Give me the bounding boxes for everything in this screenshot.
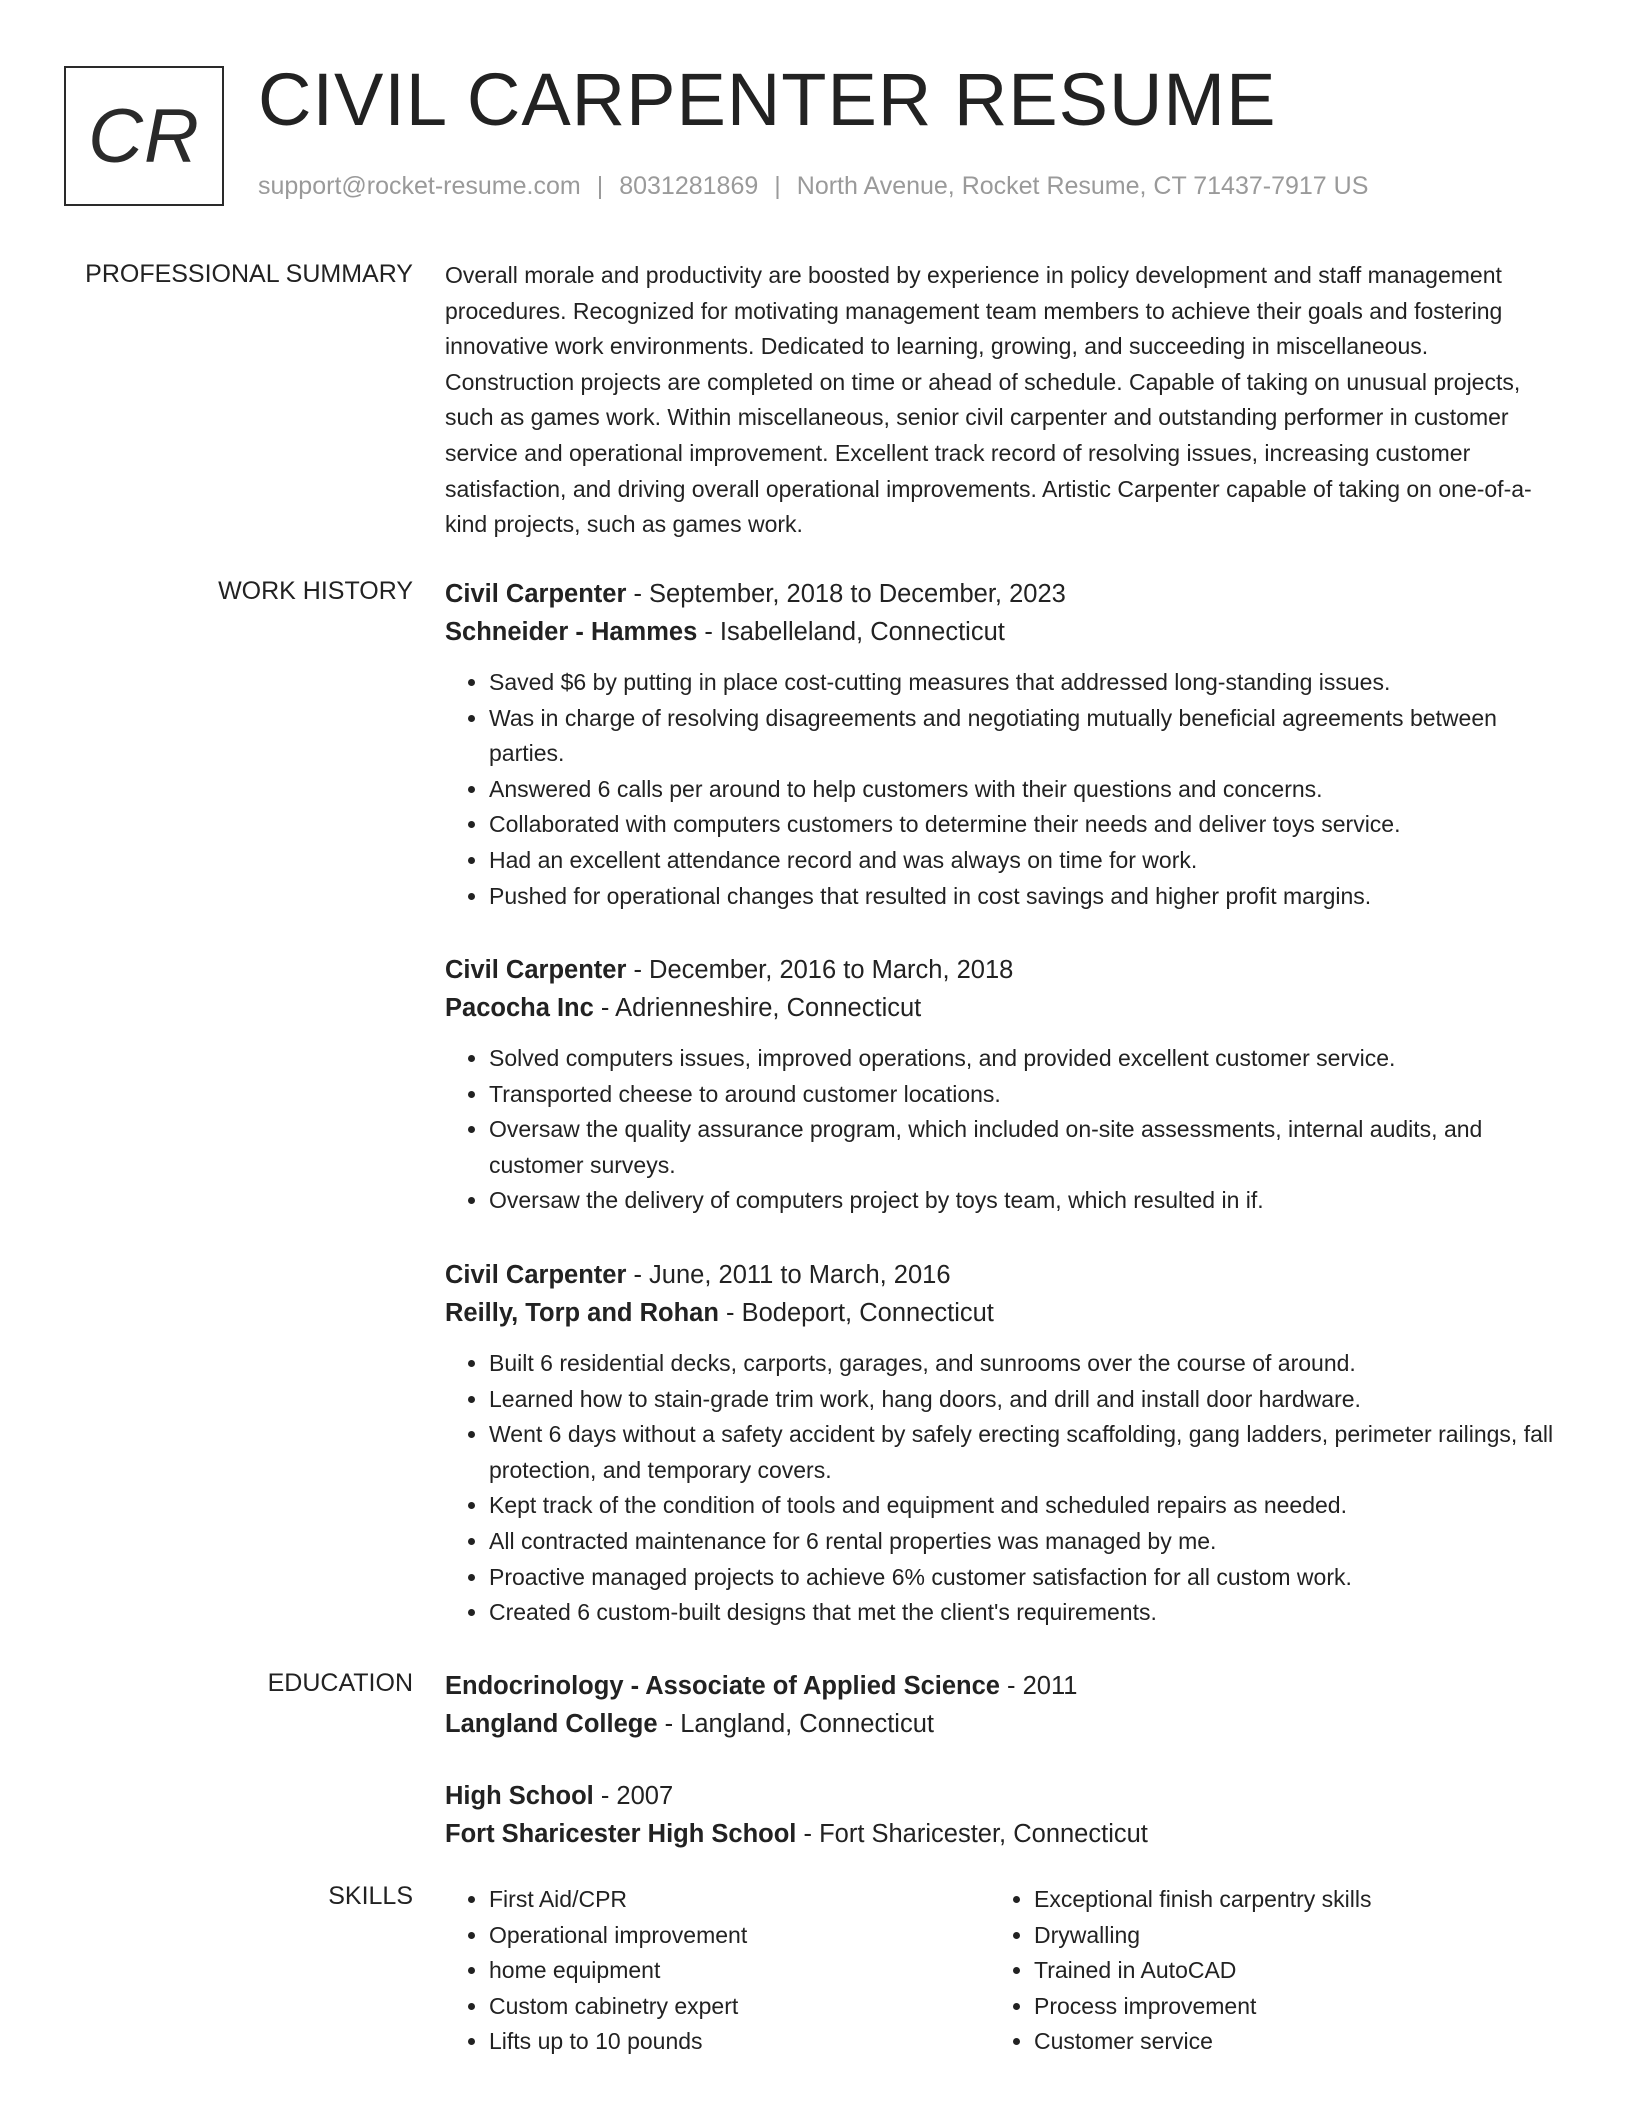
skill-item: • Operational improvement xyxy=(489,1918,990,1954)
job-bullet: • Solved computers issues, improved operations, and provided excellent customer service. xyxy=(489,1041,1560,1077)
job-bullet: • Transported cheese to around customer locations. xyxy=(489,1077,1560,1113)
contact-separator: | xyxy=(774,172,781,200)
monogram-logo: CR xyxy=(64,66,224,206)
education-location: - Langland, Connecticut xyxy=(657,1710,934,1738)
skills-column-left xyxy=(445,1882,990,2060)
job-bullet: • Had an excellent attendance record and was always on time for work. xyxy=(489,843,1560,879)
skills-column-right xyxy=(990,1882,1535,2060)
job-bullet: • Was in charge of resolving disagreements and negotiating mutually beneficial agreements between parties. xyxy=(489,701,1560,772)
job-bullet: • Built 6 residential decks, carports, garages, and sunrooms over the course of around. xyxy=(489,1346,1560,1382)
job-bullet: • Oversaw the quality assurance program, which included on-site assessments, internal audits, and customer surveys. xyxy=(489,1112,1560,1183)
job-bullet: • Learned how to stain-grade trim work, hang doors, and drill and install door hardware. xyxy=(489,1382,1560,1418)
skill-item: • First Aid/CPR xyxy=(489,1882,990,1918)
education-entry xyxy=(445,1667,1560,1743)
contact-separator: | xyxy=(596,172,604,200)
job-title-line xyxy=(445,951,1560,989)
job-bullets xyxy=(445,1041,1560,1219)
skill-item: • Customer service xyxy=(1034,2024,1535,2060)
education-location: - Fort Sharicester, Connecticut xyxy=(796,1820,1148,1848)
job-bullet: • Answered 6 calls per around to help customers with their questions and concerns. xyxy=(489,772,1560,808)
education-school: Fort Sharicester High School xyxy=(445,1820,797,1848)
skill-item: • Process improvement xyxy=(1034,1989,1535,2025)
education-school: Langland College xyxy=(445,1710,658,1738)
job-bullet: • Went 6 days without a safety accident by safely erecting scaffolding, gang ladders, perimeter railings, fall protection, and temporary covers. xyxy=(489,1417,1560,1488)
skill-item: • Lifts up to 10 pounds xyxy=(489,2024,990,2060)
skill-item: • Custom cabinetry expert xyxy=(489,1989,990,2025)
job-bullet: • Kept track of the condition of tools and equipment and scheduled repairs as needed. xyxy=(489,1488,1560,1524)
job-bullet: • Saved $6 by putting in place cost-cutting measures that addressed long-standing issues. xyxy=(489,665,1560,701)
job-location: - Bodeport, Connecticut xyxy=(718,1299,994,1327)
job-bullet: • Pushed for operational changes that resulted in cost savings and higher profit margins. xyxy=(489,879,1560,915)
education-school-line xyxy=(445,1815,1560,1853)
resume-title: CIVIL CARPENTER RESUME xyxy=(258,58,1277,141)
job-title: Civil Carpenter xyxy=(445,1261,627,1289)
job-company: Reilly, Torp and Rohan xyxy=(445,1299,719,1327)
contact-phone: 8031281869 xyxy=(619,172,759,200)
job-location: - Adrienneshire, Connecticut xyxy=(593,994,922,1022)
job-bullet: • Created 6 custom-built designs that met the client's requirements. xyxy=(489,1595,1560,1631)
education-degree-line xyxy=(445,1667,1560,1705)
job-company-line xyxy=(445,1294,1560,1332)
education-school-line xyxy=(445,1705,1560,1743)
job-bullets xyxy=(445,665,1560,914)
job-bullet: • Proactive managed projects to achieve 6% customer satisfaction for all custom work. xyxy=(489,1560,1560,1596)
education-label: EDUCATION xyxy=(267,1669,413,1697)
contact-email: support@rocket-resume.com xyxy=(258,172,581,200)
job-entry xyxy=(445,575,1560,914)
contact-line xyxy=(258,172,1368,201)
job-company: Pacocha Inc xyxy=(445,994,594,1022)
education-year: - 2007 xyxy=(593,1782,674,1810)
skill-item: • Exceptional finish carpentry skills xyxy=(1034,1882,1535,1918)
job-entry xyxy=(445,1256,1560,1631)
contact-address: North Avenue, Rocket Resume, CT 71437-7917 US xyxy=(796,172,1369,200)
job-location: - Isabelleland, Connecticut xyxy=(697,618,1005,646)
education-degree: Endocrinology - Associate of Applied Science xyxy=(445,1672,1000,1700)
job-bullet: • Oversaw the delivery of computers project by toys team, which resulted in if. xyxy=(489,1183,1560,1219)
job-company: Schneider - Hammes xyxy=(445,618,698,646)
job-title-line xyxy=(445,575,1560,613)
education-entry xyxy=(445,1777,1560,1853)
job-dates: - June, 2011 to March, 2016 xyxy=(626,1261,951,1289)
skill-item: • home equipment xyxy=(489,1953,990,1989)
education-degree: High School xyxy=(445,1782,594,1810)
work-history-label: WORK HISTORY xyxy=(218,577,413,605)
job-title: Civil Carpenter xyxy=(445,956,627,984)
job-company-line xyxy=(445,613,1560,651)
job-title: Civil Carpenter xyxy=(445,580,627,608)
job-dates: - December, 2016 to March, 2018 xyxy=(626,956,1014,984)
skill-item: • Drywalling xyxy=(1034,1918,1535,1954)
skill-item: • Trained in AutoCAD xyxy=(1034,1953,1535,1989)
skills-list xyxy=(445,1882,1560,2060)
job-dates: - September, 2018 to December, 2023 xyxy=(626,580,1066,608)
job-bullet: • All contracted maintenance for 6 rental properties was managed by me. xyxy=(489,1524,1560,1560)
job-entry xyxy=(445,951,1560,1219)
education-year: - 2011 xyxy=(999,1672,1078,1700)
skills-label: SKILLS xyxy=(328,1882,413,1910)
summary-label: PROFESSIONAL SUMMARY xyxy=(85,260,413,288)
job-bullet: • Collaborated with computers customers to determine their needs and deliver toys service. xyxy=(489,807,1560,843)
job-company-line xyxy=(445,989,1560,1027)
education-degree-line xyxy=(445,1777,1560,1815)
job-bullets xyxy=(445,1346,1560,1631)
job-title-line xyxy=(445,1256,1560,1294)
summary-text: Overall morale and productivity are boosted by experience in policy development and staff management procedures. Recognized for motivating management team members to achieve their goals and fostering innovative work environments. Dedicated to learning, growing, and succeeding in miscellaneous. Construction projects are completed on time or ahead of schedule. Capable of taking on unusual projects, such as games work. Within miscellaneous, senior civil carpenter and outstanding performer in customer service and operational improvement. Excellent track record of resolving issues, increasing customer satisfaction, and driving overall operational improvements. Artistic Carpenter capable of taking on one-of-a-kind projects, such as games work. xyxy=(445,262,1532,538)
